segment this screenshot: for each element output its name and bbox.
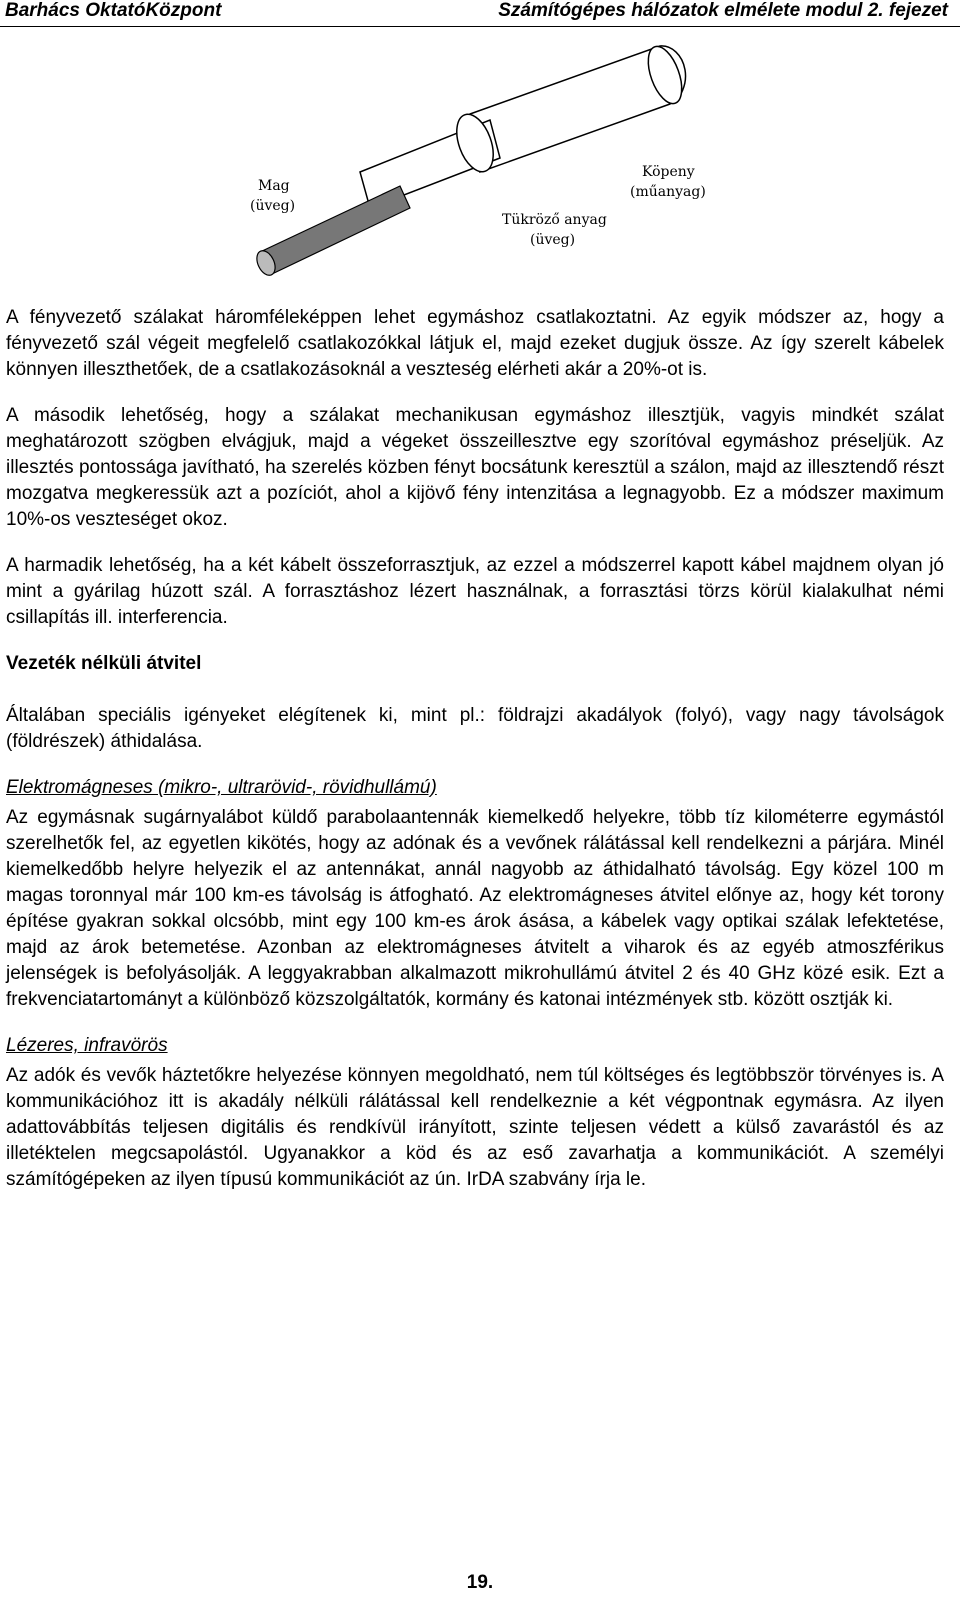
paragraph-wireless-intro: Általában speciális igényeket elégítenek ki, mint pl.: földrajzi akadályok (folyó), vagy nagy távolságok (földrészek) áthidalása.	[6, 705, 944, 752]
fiber-optic-cable-diagram	[240, 36, 720, 280]
label-core-name: Mag	[258, 178, 290, 194]
label-jacket-name: Köpeny	[642, 164, 695, 180]
cladding-cylinder	[360, 109, 500, 208]
jacket-cylinder	[470, 42, 688, 172]
header-divider	[0, 26, 960, 27]
label-core-material: (üveg)	[250, 198, 296, 214]
paragraph-connectors: A fényvezető szálakat háromféleképpen lehet egymáshoz csatlakoztatni. Az egyik módszer az, hogy a fényvezető szál végeit megfelelő csatlakozókkal látjuk el, majd ezeket dugjuk össze. Az így szerelt kábelek könnyen illeszthetőek, de a csatlakozásoknál a veszteség elérheti akár a 20%-ot is.	[6, 307, 944, 380]
section-heading-wireless: Vezeték nélküli átvitel	[6, 653, 202, 674]
paragraph-fusion-splice: A harmadik lehetőség, ha a két kábelt összeforrasztjuk, az ezzel a módszerrel kapott kábel majdnem olyan jó mint a gyárilag húzott szál. A forrasztáshoz lézert használnak, a forrasztási törzs körül kialakulhat némi csillapítás ill. interferencia.	[6, 555, 944, 628]
header-course-title: Számítógépes hálózatok elmélete modul 2. fejezet	[498, 0, 948, 21]
label-mirror-material: (üveg)	[530, 232, 576, 248]
subheading-electromagnetic: Elektromágneses (mikro-, ultrarövid-, rövidhullámú)	[6, 777, 437, 798]
page-body	[6, 305, 944, 1193]
label-jacket-material: (műanyag)	[630, 184, 706, 200]
page-number: 19.	[466, 1572, 494, 1593]
paragraph-electromagnetic: Az egymásnak sugárnyalábot küldő parabolaantennák kiemelkedő helyekre, több tíz kilométerre egymástól szerelhetők fel, az egyetlen kikötés, hogy az adónak és a vevőnek rálátással kell rendelkezni a párjára. Minél kiemelkedőbb helyre helyezik el az antennákat, annál nagyobb az áthidalható távolság. Egy közel 100 m magas toronnyal már 100 km-es távolság is átfogható. Az elektromágneses átvitel előnye az, hogy két torony építése gyakran sokkal olcsóbb, mint egy 100 km-es árok ásása, a kábelek vagy optikai szálak lefektetése, majd az árok betemetése. Azonban az elektromágneses átvitelt a viharok és az egyéb atmoszférikus jelenségek is befolyásolják. A leggyakrabban alkalmazott mikrohullámú átvitel 2 és 40 GHz közé esik. Ezt a frekvenciatartományt a különböző közszolgáltatók, kormány és katonai intézmények stb. között osztják ki.	[6, 807, 944, 1010]
page-header	[0, 0, 960, 22]
paragraph-laser-infrared: Az adók és vevők háztetőkre helyezése könnyen megoldható, nem túl költséges és legtöbbször törvényes is. A kommunikációhoz itt is akadály nélküli rálátással kell rendelkeznie a két végpontnak egymásra. Az ilyen adattovábbítás teljesen digitális és rendkívül irányított, szinte teljesen védett a külső zavarástól és az illetéktelen megcsapolástól. Ugyanakkor a köd és az eső zavarhatja a kommunikációt. A személyi számítógépeken az ilyen típusú kommunikációt az ún. IrDA szabvány írja le.	[6, 1065, 944, 1190]
paragraph-mechanical-splice: A második lehetőség, hogy a szálakat mechanikusan egymáshoz illesztjük, vagyis mindkét szálat meghatározott szögben elvágjuk, majd a végeket összeillesztve egy szorítóval egymáshoz préseljük. Az illesztés pontossága javítható, ha szerelés közben fényt bocsátunk keresztül a szálon, majd az illesztendő részt mozgatva megkeressük azt a pozíciót, ahol a kijövő fény intenzitása a legnagyobb. Ez a módszer maximum 10%-os veszteséget okoz.	[6, 405, 944, 530]
header-publisher: Barhács OktatóKözpont	[5, 0, 222, 21]
label-mirror-name: Tükröző anyag	[502, 212, 607, 228]
subheading-laser-infrared: Lézeres, infravörös	[6, 1035, 168, 1056]
